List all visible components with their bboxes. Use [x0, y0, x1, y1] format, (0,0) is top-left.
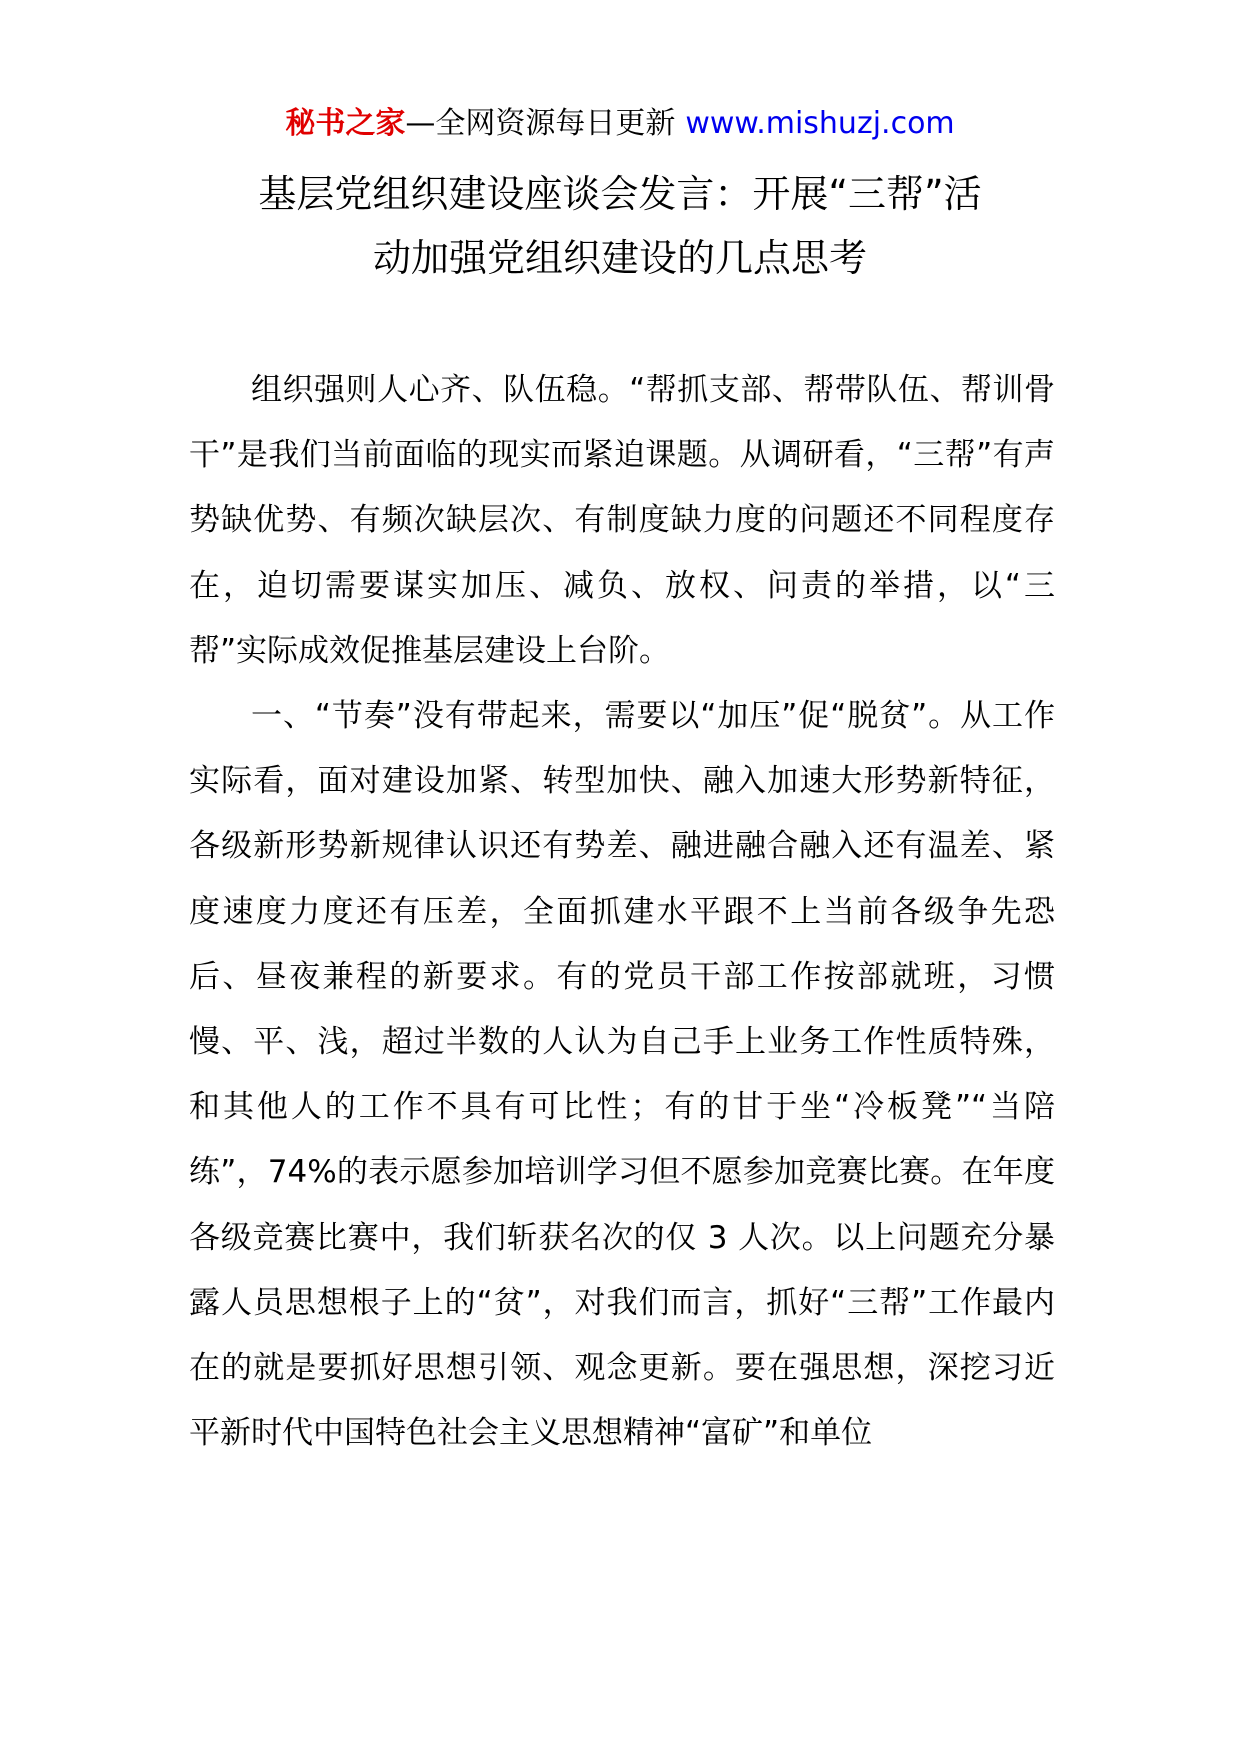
document-body: [189, 358, 1055, 1466]
site-header: [0, 104, 1240, 144]
site-url-link[interactable]: www.mishuzj.com: [685, 106, 955, 141]
brand-name: 秘书之家: [285, 106, 406, 141]
title-line-2: 动加强党组织建设的几点思考: [372, 236, 867, 280]
document-title: [150, 162, 1090, 290]
paragraph-intro: 组织强则人心齐、队伍稳。“帮抓支部、帮带队伍、帮训骨干”是我们当前面临的现实而紧迫课题。从调研看，“三帮”有声势缺优势、有频次缺层次、有制度缺力度的问题还不同程度存在，迫切需要谋实加压、减负、放权、问责的举措，以“三帮”实际成效促推基层建设上台阶。: [189, 372, 1055, 669]
title-line-1: 基层党组织建设座谈会发言：开展“三帮”活: [258, 172, 982, 216]
header-tagline: —全网资源每日更新: [405, 106, 676, 141]
paragraph-section-1: 一、“节奏”没有带起来，需要以“加压”促“脱贫”。从工作实际看，面对建设加紧、转型加快、融入加速大形势新特征，各级新形势新规律认识还有势差、融进融合融入还有温差、紧度速度力度还有压差，全面抓建水平跟不上当前各级争先恐后、昼夜兼程的新要求。有的党员干部工作按部就班，习惯慢、平、浅，超过半数的人认为自己手上业务工作性质特殊，和其他人的工作不具有可比性；有的甘于坐“冷板凳”“当陪练”，74%的表示愿参加培训学习但不愿参加竞赛比赛。在年度各级竞赛比赛中，我们斩获名次的仅 3 人次。以上问题充分暴露人员思想根子上的“贫”，对我们而言，抓好“三帮”工作最内在的就是要抓好思想引领、观念更新。要在强思想，深挖习近平新时代中国特色社会主义思想精神“富矿”和单位: [189, 698, 1055, 1452]
